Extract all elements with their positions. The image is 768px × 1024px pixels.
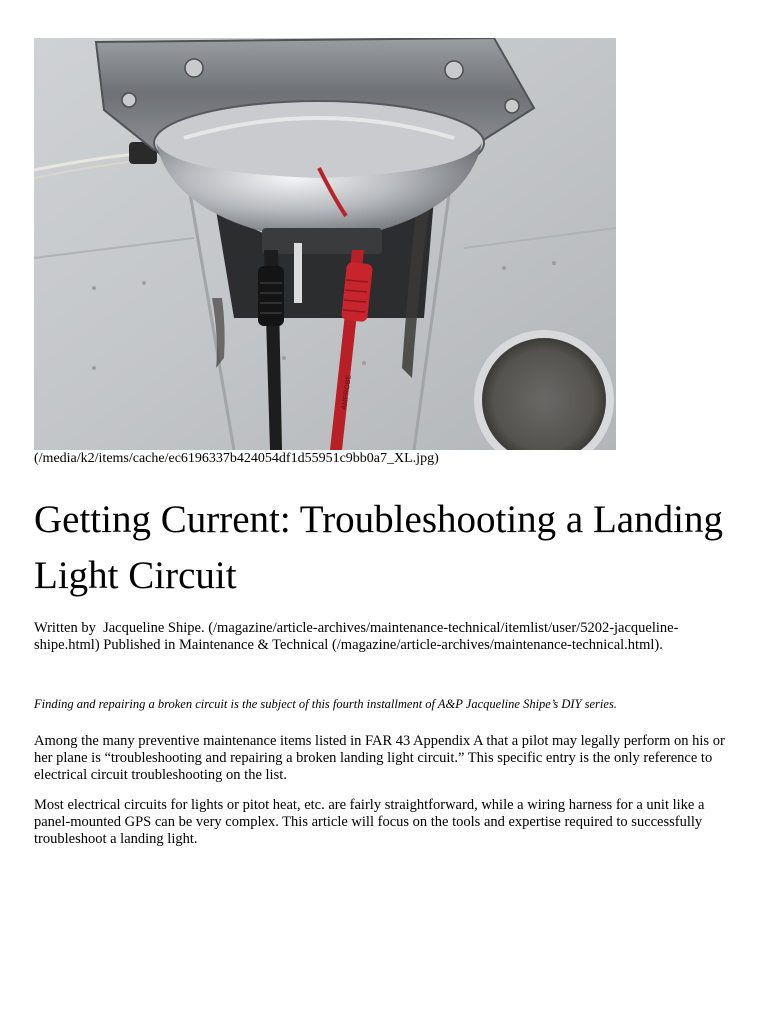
body-paragraph-2: Most electrical circuits for lights or pitot heat, etc. are fairly straightforward, while a wiring harness for a unit like a panel-mounted GPS can be very complex. This article will focus on the tools and expertise required to successfully troubleshoot a landing light. [34,797,705,847]
written-by-label: Written by [34,620,96,636]
article-photo [34,38,616,450]
image-caption[interactable]: (/media/k2/items/cache/ec6196337b424054df1d55951c9bb0a7_XL.jpg) [34,451,439,466]
article-lede: Finding and repairing a broken circuit is the subject of this fourth installment of A&P Jacqueline Shipe’s DIY series. [34,697,617,711]
category-link[interactable]: (/magazine/article-archives/maintenance-technical.html). [331,637,663,653]
published-in-label: Published in [103,637,176,653]
category-name[interactable]: Maintenance & Technical [179,637,329,653]
byline [34,620,734,654]
probe-marking: AMPROBE [341,374,353,411]
author-link[interactable]: (/magazine/article-archives/maintenance-technical/itemlist/user/5202-jacqueline-shipe.html) [34,620,679,653]
body-paragraph-1: Among the many preventive maintenance items listed in FAR 43 Appendix A that a pilot may legally perform on his or her plane is “troubleshooting and repairing a broken landing light circuit.” This specific entry is the only reference to electrical circuit troubleshooting on the list. [34,733,725,783]
article-title: Getting Current: Troubleshooting a Landing Light Circuit [34,498,723,597]
author-name[interactable]: Jacqueline Shipe. [103,620,205,636]
